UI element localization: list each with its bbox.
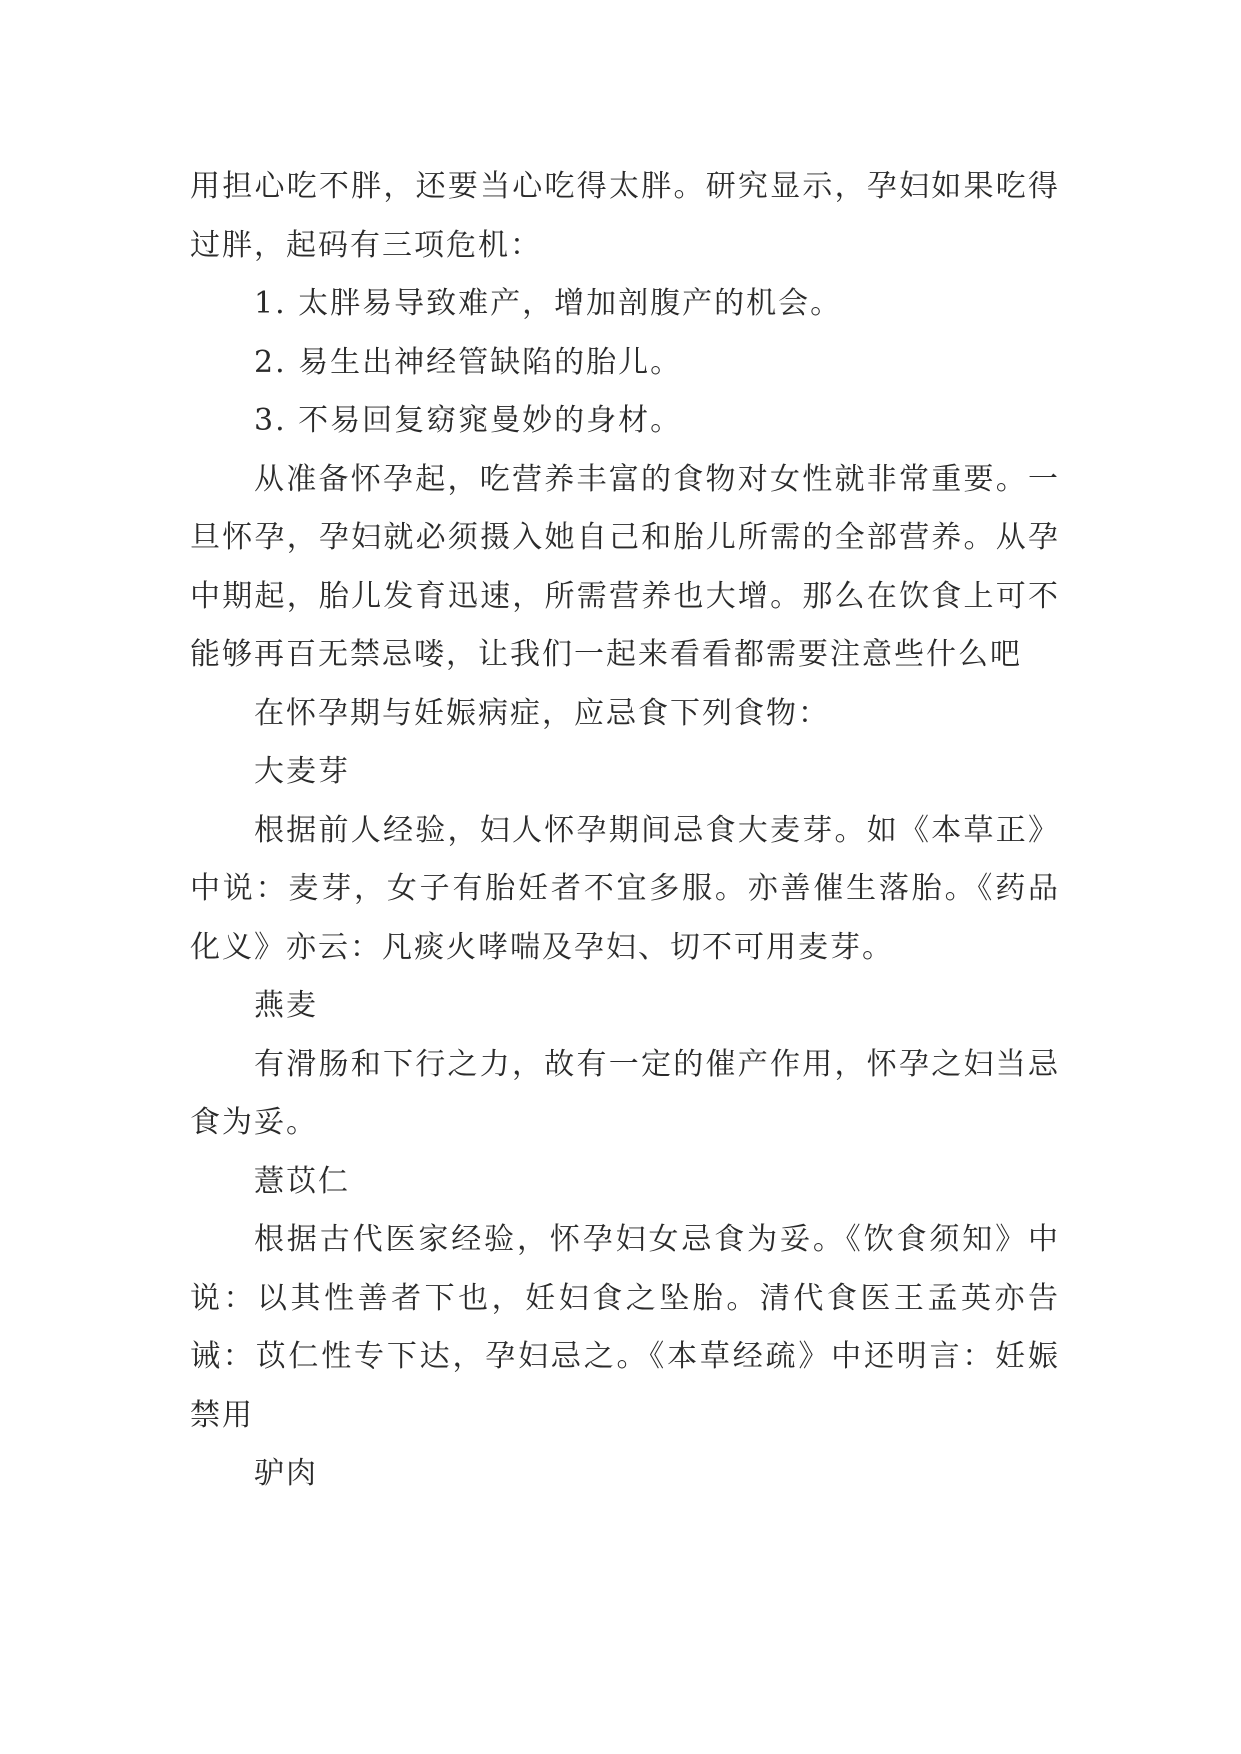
paragraph-coix-seed: 根据古代医家经验，怀孕妇女忌食为妥。《饮食须知》中说：以其性善者下也，妊妇食之坠胎。清代食医王孟英亦告诫：苡仁性专下达，孕妇忌之。《本草经疏》中还明言：妊娠禁用 — [190, 1222, 1060, 1433]
paragraph-intro-continued: 用担心吃不胖，还要当心吃得太胖。研究显示，孕妇如果吃得过胖，起码有三项危机： — [190, 169, 1060, 263]
paragraph-barley-malt: 根据前人经验，妇人怀孕期间忌食大麦芽。如《本草正》中说：麦芽，女子有胎妊者不宜多服。亦善催生落胎。《药品化义》亦云：凡痰火哮喘及孕妇、切不可用麦芽。 — [190, 812, 1060, 965]
heading-barley-malt: 大麦芽 — [254, 754, 350, 789]
list-item-1: 1. 太胖易导致难产，增加剖腹产的机会。 — [254, 286, 843, 321]
heading-oats: 燕麦 — [254, 988, 318, 1023]
heading-donkey-meat: 驴肉 — [254, 1456, 318, 1491]
document-body — [190, 158, 1060, 1504]
paragraph-nutrition: 从准备怀孕起，吃营养丰富的食物对女性就非常重要。一旦怀孕，孕妇就必须摄入她自己和胎儿所需的全部营养。从孕中期起，胎儿发育迅速，所需营养也大增。那么在饮食上可不能够再百无禁忌喽，让我们一起来看看都需要注意些什么吧 — [190, 461, 1060, 672]
paragraph-oats: 有滑肠和下行之力，故有一定的催产作用，怀孕之妇当忌食为妥。 — [190, 1046, 1060, 1140]
heading-coix-seed: 薏苡仁 — [254, 1163, 350, 1199]
list-item-2: 2. 易生出神经管缺陷的胎儿。 — [254, 344, 683, 380]
paragraph-avoid-foods: 在怀孕期与妊娠病症，应忌食下列食物： — [254, 695, 830, 731]
list-item-3: 3. 不易回复窈窕曼妙的身材。 — [254, 403, 683, 438]
